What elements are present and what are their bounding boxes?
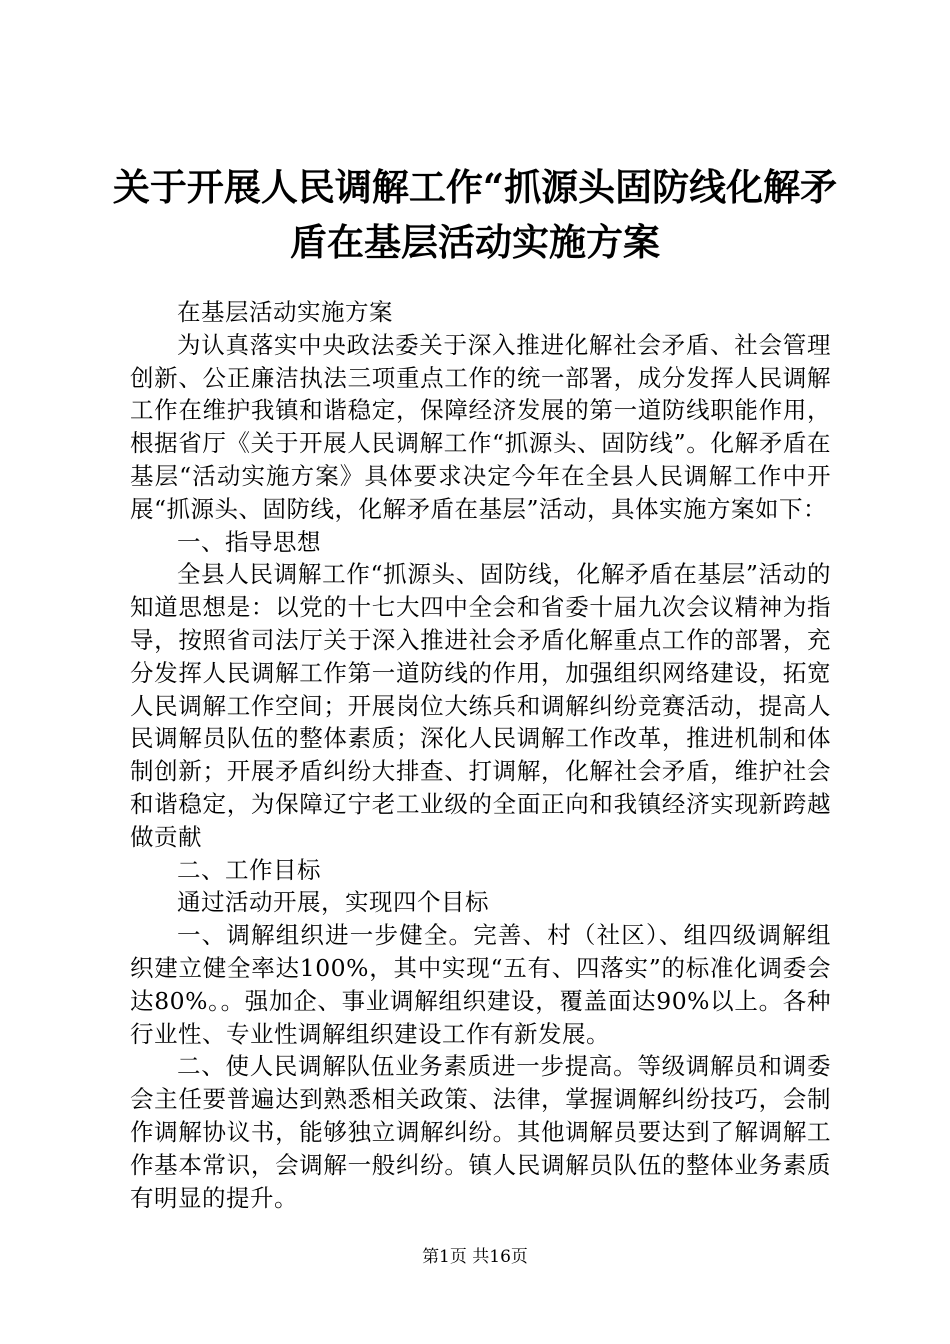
paragraph-intro: 为认真落实中央政法委关于深入推进化解社会矛盾、社会管理创新、公正廉洁执法三项重点工作的统一部署，成分发挥人民调解工作在维护我镇和谐稳定，保障经济发展的第一道防线职能作用，根据省厅《关于开展人民调解工作“抓源头、固防线”。化解矛盾在基层“活动实施方案》具体要求决定今年在全县人民调解工作中开展“抓源头、固防线，化解矛盾在基层”活动，具体实施方案如下：: [130, 330, 831, 523]
document-body: [130, 296, 831, 1214]
document-title-line-2: 盾在基层活动实施方案: [290, 220, 660, 264]
page-footer: 第1页 共16页: [422, 1247, 528, 1267]
paragraph-guiding-thought: 全县人民调解工作“抓源头、固防线，化解矛盾在基层”活动的知道思想是：以党的十七大四中全会和省委十届九次会议精神为指导，按照省司法厅关于深入推进社会矛盾化解重点工作的部署，充分发挥人民调解工作第一道防线的作用，加强组织网络建设，拓宽人民调解工作空间；开展岗位大练兵和调解纠纷竞赛活动，提高人民调解员队伍的整体素质；深化人民调解工作改革，推进机制和体制创新；开展矛盾纠纷大排查、打调解，化解社会矛盾，维护社会和谐稳定，为保障辽宁老工业级的全面正向和我镇经济实现新跨越做贡献: [130, 560, 831, 851]
paragraph-goal-1: 一、调解组织进一步健全。完善、村（社区）、组四级调解组织建立健全率达100%，其中实现“五有、四落实”的标准化调委会达80%。。强加企、事业调解组织建设，覆盖面达90%以上。各种行业性、专业性调解组织建设工作有新发展。: [130, 921, 831, 1048]
document-title-line-1: 关于开展人民调解工作“抓源头固防线化解矛: [112, 165, 838, 209]
paragraph-goals-intro: 通过活动开展，实现四个目标: [177, 888, 489, 917]
paragraph-subtitle: 在基层活动实施方案: [177, 298, 393, 326]
section-heading-guiding-thought: 一、指导思想: [177, 527, 321, 556]
section-heading-work-goals: 二、工作目标: [177, 855, 321, 884]
paragraph-goal-2: 二、使人民调解队伍业务素质进一步提高。等级调解员和调委会主任要普遍达到熟悉相关政策、法律，掌握调解纠纷技巧，会制作调解协议书，能够独立调解纠纷。其他调解员要达到了解调解工作基本常识，会调解一般纠纷。镇人民调解员队伍的整体业务素质有明显的提升。: [130, 1052, 831, 1212]
